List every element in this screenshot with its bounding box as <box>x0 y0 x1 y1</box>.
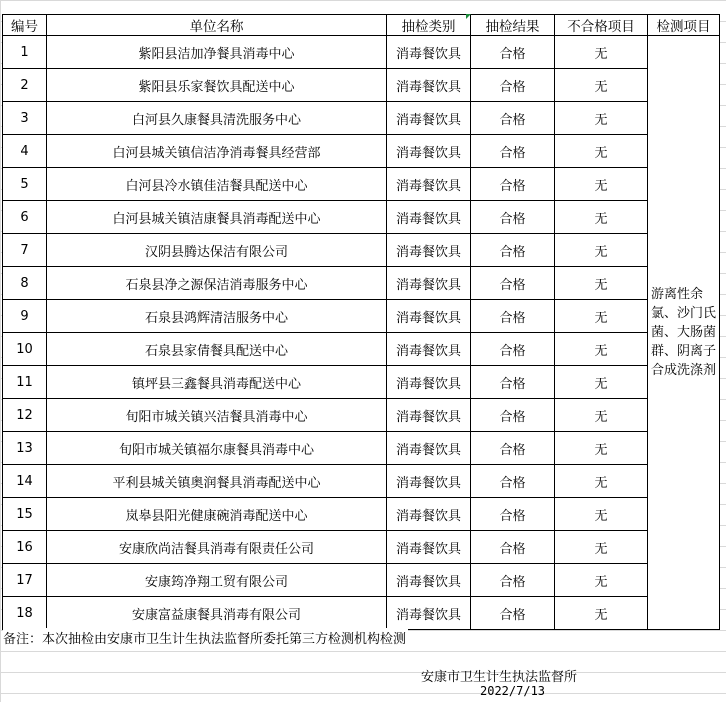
cell-number[interactable]: 15 <box>3 498 47 531</box>
header-number[interactable]: 编号 <box>3 15 47 36</box>
cell-category[interactable]: 消毒餐饮具 <box>387 399 471 432</box>
cell-result[interactable]: 合格 <box>471 465 555 498</box>
cell-failed-items[interactable]: 无 <box>555 69 648 102</box>
table-row <box>3 564 720 597</box>
cell-failed-items[interactable]: 无 <box>555 531 648 564</box>
table-row <box>3 36 720 69</box>
header-row <box>3 15 720 36</box>
table-body <box>3 36 720 630</box>
cell-failed-items[interactable]: 无 <box>555 366 648 399</box>
cell-category[interactable]: 消毒餐饮具 <box>387 366 471 399</box>
cell-failed-items[interactable]: 无 <box>555 135 648 168</box>
cell-category[interactable]: 消毒餐饮具 <box>387 234 471 267</box>
cell-unit-name[interactable]: 紫阳县乐家餐饮具配送中心 <box>47 69 387 102</box>
cell-number[interactable]: 9 <box>3 300 47 333</box>
cell-unit-name[interactable]: 白河县城关镇洁康餐具消毒配送中心 <box>47 201 387 234</box>
cell-number[interactable]: 8 <box>3 267 47 300</box>
cell-failed-items[interactable]: 无 <box>555 432 648 465</box>
cell-unit-name[interactable]: 旬阳市城关镇兴洁餐具消毒中心 <box>47 399 387 432</box>
cell-unit-name[interactable]: 安康筠净翔工贸有限公司 <box>47 564 387 597</box>
signature-date[interactable]: 2022/7/13 <box>480 684 546 698</box>
cell-failed-items[interactable]: 无 <box>555 399 648 432</box>
cell-unit-name[interactable]: 安康欣尚洁餐具消毒有限责任公司 <box>47 531 387 564</box>
cell-category[interactable]: 消毒餐饮具 <box>387 168 471 201</box>
table-row <box>3 168 720 201</box>
remark-note[interactable]: 备注：本次抽检由安康市卫生计生执法监督所委托第三方检测机构检测 <box>3 628 408 647</box>
cell-number[interactable]: 17 <box>3 564 47 597</box>
cell-failed-items[interactable]: 无 <box>555 498 648 531</box>
table-row <box>3 300 720 333</box>
cell-result[interactable]: 合格 <box>471 498 555 531</box>
cell-result[interactable]: 合格 <box>471 564 555 597</box>
table-row <box>3 432 720 465</box>
cell-category[interactable]: 消毒餐饮具 <box>387 498 471 531</box>
table-row <box>3 531 720 564</box>
cell-unit-name[interactable]: 石泉县家倩餐具配送中心 <box>47 333 387 366</box>
table-row <box>3 333 720 366</box>
cell-unit-name[interactable]: 石泉县鸿辉清洁服务中心 <box>47 300 387 333</box>
cell-unit-name[interactable]: 白河县久康餐具清洗服务中心 <box>47 102 387 135</box>
cell-failed-items[interactable]: 无 <box>555 201 648 234</box>
cell-category[interactable]: 消毒餐饮具 <box>387 36 471 69</box>
cell-category[interactable]: 消毒餐饮具 <box>387 102 471 135</box>
cell-failed-items[interactable]: 无 <box>555 168 648 201</box>
cell-failed-items[interactable]: 无 <box>555 333 648 366</box>
header-test-items[interactable]: 检测项目 <box>648 15 720 36</box>
cell-result[interactable]: 合格 <box>471 399 555 432</box>
table-row <box>3 498 720 531</box>
inspection-table <box>2 14 720 630</box>
cell-category[interactable]: 消毒餐饮具 <box>387 531 471 564</box>
cell-result[interactable]: 合格 <box>471 69 555 102</box>
cell-number[interactable]: 18 <box>3 597 47 630</box>
table-row <box>3 135 720 168</box>
cell-result[interactable]: 合格 <box>471 531 555 564</box>
table-row <box>3 201 720 234</box>
cell-number[interactable]: 16 <box>3 531 47 564</box>
cell-result[interactable]: 合格 <box>471 135 555 168</box>
cell-number[interactable]: 7 <box>3 234 47 267</box>
cell-category[interactable]: 消毒餐饮具 <box>387 465 471 498</box>
header-result[interactable]: 抽检结果 <box>471 15 555 36</box>
cell-result[interactable]: 合格 <box>471 102 555 135</box>
cell-category[interactable]: 消毒餐饮具 <box>387 333 471 366</box>
cell-unit-name[interactable]: 紫阳县洁加净餐具消毒中心 <box>47 36 387 69</box>
cell-result[interactable]: 合格 <box>471 267 555 300</box>
cell-failed-items[interactable]: 无 <box>555 564 648 597</box>
cell-unit-name[interactable]: 镇坪县三鑫餐具消毒配送中心 <box>47 366 387 399</box>
table-row <box>3 465 720 498</box>
cell-number[interactable]: 5 <box>3 168 47 201</box>
header-category[interactable]: 抽检类别 <box>387 15 471 36</box>
cell-failed-items[interactable]: 无 <box>555 267 648 300</box>
cell-failed-items[interactable]: 无 <box>555 36 648 69</box>
cell-number[interactable]: 1 <box>3 36 47 69</box>
cell-category[interactable]: 消毒餐饮具 <box>387 267 471 300</box>
table-row <box>3 399 720 432</box>
cell-number[interactable]: 12 <box>3 399 47 432</box>
cell-failed-items[interactable]: 无 <box>555 465 648 498</box>
cell-unit-name[interactable]: 汉阴县腾达保洁有限公司 <box>47 234 387 267</box>
cell-result[interactable]: 合格 <box>471 234 555 267</box>
header-failed-items[interactable]: 不合格项目 <box>555 15 648 36</box>
cell-unit-name[interactable]: 旬阳市城关镇福尔康餐具消毒中心 <box>47 432 387 465</box>
signature-organization[interactable]: 安康市卫生计生执法监督所 <box>421 670 578 685</box>
cell-number[interactable]: 14 <box>3 465 47 498</box>
cell-category[interactable]: 消毒餐饮具 <box>387 69 471 102</box>
table-row <box>3 69 720 102</box>
cell-result[interactable]: 合格 <box>471 333 555 366</box>
cell-failed-items[interactable]: 无 <box>555 300 648 333</box>
table-row <box>3 234 720 267</box>
cell-number[interactable]: 11 <box>3 366 47 399</box>
header-unit-name[interactable]: 单位名称 <box>47 15 387 36</box>
cell-result[interactable]: 合格 <box>471 36 555 69</box>
cell-number[interactable]: 2 <box>3 69 47 102</box>
cell-unit-name[interactable]: 白河县城关镇信洁净消毒餐具经营部 <box>47 135 387 168</box>
table-row <box>3 102 720 135</box>
cell-test-items[interactable]: 游离性余氯、沙门氏菌、大肠菌群、阴离子合成洗涤剂 <box>648 36 720 630</box>
cell-category[interactable]: 消毒餐饮具 <box>387 201 471 234</box>
cell-failed-items[interactable]: 无 <box>555 597 648 630</box>
cell-category[interactable]: 消毒餐饮具 <box>387 300 471 333</box>
cell-failed-items[interactable]: 无 <box>555 102 648 135</box>
cell-result[interactable]: 合格 <box>471 168 555 201</box>
cell-unit-name[interactable]: 平利县城关镇奥润餐具消毒配送中心 <box>47 465 387 498</box>
cell-result[interactable]: 合格 <box>471 432 555 465</box>
cell-result[interactable]: 合格 <box>471 300 555 333</box>
cell-number[interactable]: 6 <box>3 201 47 234</box>
cell-unit-name[interactable]: 安康富益康餐具消毒有限公司 <box>47 597 387 630</box>
cell-unit-name[interactable]: 岚皋县阳光健康碗消毒配送中心 <box>47 498 387 531</box>
cell-result[interactable]: 合格 <box>471 366 555 399</box>
cell-category[interactable]: 消毒餐饮具 <box>387 432 471 465</box>
cell-comment-flag <box>466 14 471 19</box>
cell-unit-name[interactable]: 白河县冷水镇佳洁餐具配送中心 <box>47 168 387 201</box>
cell-number[interactable]: 4 <box>3 135 47 168</box>
table-row <box>3 366 720 399</box>
table-row <box>3 267 720 300</box>
cell-result[interactable]: 合格 <box>471 201 555 234</box>
cell-category[interactable]: 消毒餐饮具 <box>387 597 471 630</box>
cell-number[interactable]: 13 <box>3 432 47 465</box>
table-row <box>3 597 720 630</box>
cell-unit-name[interactable]: 石泉县净之源保洁消毒服务中心 <box>47 267 387 300</box>
cell-number[interactable]: 3 <box>3 102 47 135</box>
cell-category[interactable]: 消毒餐饮具 <box>387 564 471 597</box>
cell-number[interactable]: 10 <box>3 333 47 366</box>
cell-result[interactable]: 合格 <box>471 597 555 630</box>
cell-category[interactable]: 消毒餐饮具 <box>387 135 471 168</box>
cell-failed-items[interactable]: 无 <box>555 234 648 267</box>
